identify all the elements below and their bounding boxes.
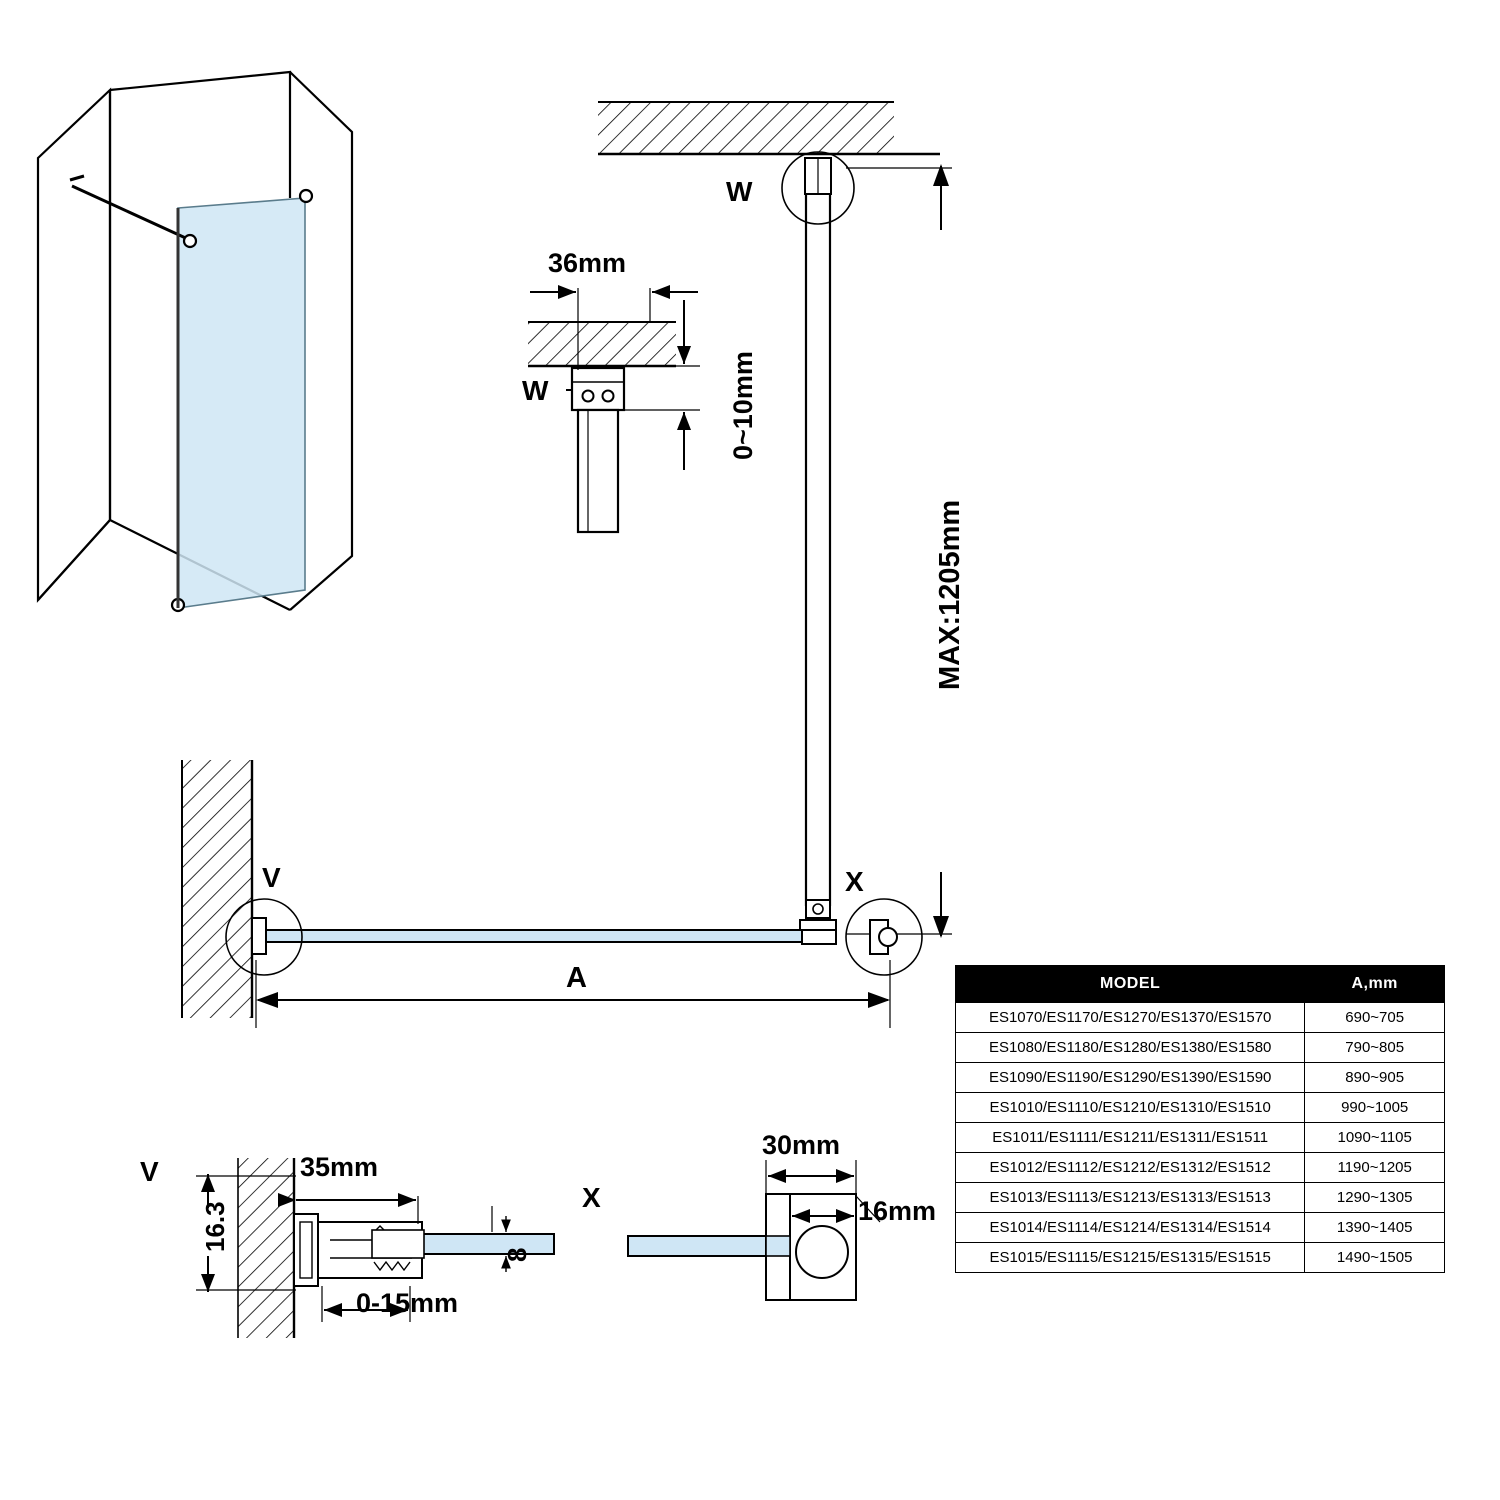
header-model: MODEL bbox=[956, 966, 1305, 1003]
label-x-detail: X bbox=[582, 1182, 601, 1213]
table-row bbox=[956, 1123, 1445, 1153]
table-row bbox=[956, 1033, 1445, 1063]
dim-0-10mm: 0~10mm bbox=[728, 351, 758, 460]
cell-model: ES1011/ES1111/ES1211/ES1311/ES1511 bbox=[956, 1123, 1305, 1153]
dim-glass-thickness: 8 bbox=[502, 1247, 532, 1262]
dim-0-15mm: 0-15mm bbox=[356, 1288, 459, 1318]
dim-30mm: 30mm bbox=[762, 1130, 841, 1160]
label-w-detail: W bbox=[522, 375, 549, 406]
cell-a: 1290~1305 bbox=[1305, 1183, 1445, 1213]
table-row bbox=[956, 1003, 1445, 1033]
cell-model: ES1014/ES1114/ES1214/ES1314/ES1514 bbox=[956, 1213, 1305, 1243]
table-row bbox=[956, 1183, 1445, 1213]
cell-model: ES1012/ES1112/ES1212/ES1312/ES1512 bbox=[956, 1153, 1305, 1183]
cell-a: 1090~1105 bbox=[1305, 1123, 1445, 1153]
table-row bbox=[956, 1213, 1445, 1243]
x-detail-view bbox=[628, 1160, 880, 1300]
cell-a: 1190~1205 bbox=[1305, 1153, 1445, 1183]
w-detail-view bbox=[528, 288, 700, 532]
cell-a: 1490~1505 bbox=[1305, 1243, 1445, 1273]
table-row bbox=[956, 1243, 1445, 1273]
cell-a: 990~1005 bbox=[1305, 1093, 1445, 1123]
cell-a: 790~805 bbox=[1305, 1033, 1445, 1063]
cell-a: 890~905 bbox=[1305, 1063, 1445, 1093]
label-x-plan: X bbox=[845, 866, 864, 897]
dim-16-3: 16.3 bbox=[200, 1201, 230, 1252]
table-row bbox=[956, 1093, 1445, 1123]
cell-model: ES1010/ES1110/ES1210/ES1310/ES1510 bbox=[956, 1093, 1305, 1123]
isometric-view bbox=[38, 72, 352, 611]
cell-model: ES1090/ES1190/ES1290/ES1390/ES1590 bbox=[956, 1063, 1305, 1093]
label-v-detail: V bbox=[140, 1156, 159, 1187]
label-v-plan: V bbox=[262, 862, 281, 893]
cell-model: ES1013/ES1113/ES1213/ES1313/ES1513 bbox=[956, 1183, 1305, 1213]
dim-35mm: 35mm bbox=[300, 1152, 379, 1182]
cell-model: ES1070/ES1170/ES1270/ES1370/ES1570 bbox=[956, 1003, 1305, 1033]
cell-a: 690~705 bbox=[1305, 1003, 1445, 1033]
cell-model: ES1080/ES1180/ES1280/ES1380/ES1580 bbox=[956, 1033, 1305, 1063]
model-table bbox=[955, 965, 1445, 1273]
label-w-elevation: W bbox=[726, 176, 753, 207]
cell-a: 1390~1405 bbox=[1305, 1213, 1445, 1243]
dim-max-height: MAX:1205mm bbox=[934, 499, 966, 690]
dim-a: A bbox=[566, 962, 587, 994]
plan-view bbox=[182, 760, 922, 1028]
cell-model: ES1015/ES1115/ES1215/ES1315/ES1515 bbox=[956, 1243, 1305, 1273]
header-a-mm: A,mm bbox=[1305, 966, 1445, 1003]
table-row bbox=[956, 1063, 1445, 1093]
elevation-view bbox=[598, 102, 952, 938]
table-row bbox=[956, 1153, 1445, 1183]
dim-36mm: 36mm bbox=[548, 248, 627, 278]
table-header-row bbox=[956, 966, 1445, 1003]
dim-16mm: 16mm bbox=[858, 1196, 937, 1226]
